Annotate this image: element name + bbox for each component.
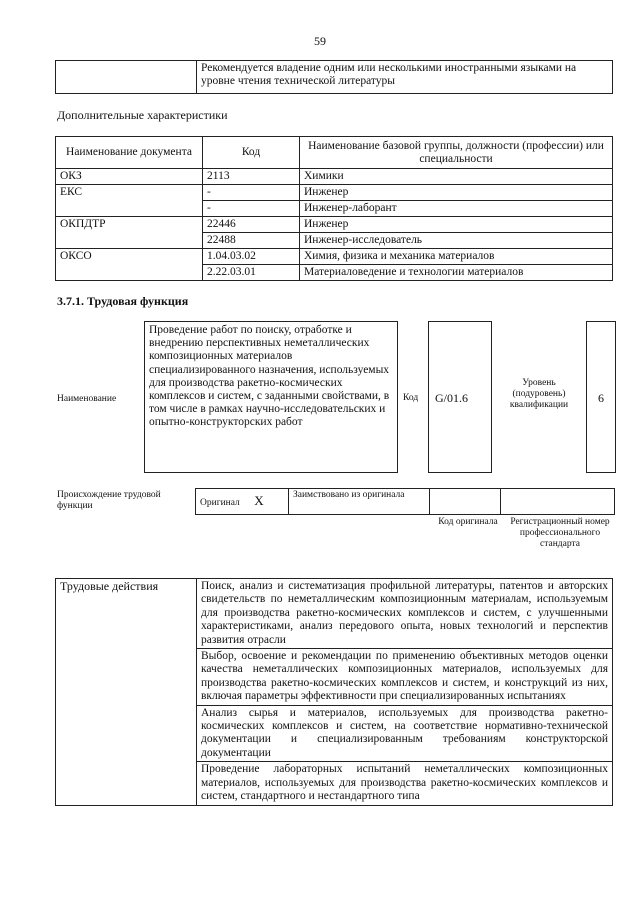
additional-title: Дополнительные характеристики xyxy=(57,108,228,122)
table-row xyxy=(56,249,613,265)
cell-name: Инженер-исследователь xyxy=(300,233,613,249)
code-original-caption: Код оригинала xyxy=(438,517,498,527)
cell-doc: ЕКС xyxy=(56,185,203,201)
action-row xyxy=(56,705,613,762)
table-row xyxy=(56,233,613,249)
code-label: Код xyxy=(403,393,419,403)
cell-name: Инженер xyxy=(300,185,613,201)
page-number: 59 xyxy=(314,34,326,48)
cell-code: 22446 xyxy=(203,217,300,233)
code-value: G/01.6 xyxy=(435,391,468,405)
code-box xyxy=(428,321,492,473)
cell-doc xyxy=(56,265,203,281)
table-row xyxy=(56,185,613,201)
code-original-cell xyxy=(430,489,501,515)
original-mark: X xyxy=(254,492,264,508)
language-requirement-text: Рекомендуется владение одним или несколькими иностранными языками на уровне чтения технической литературы xyxy=(197,61,613,94)
language-requirement-table xyxy=(55,60,613,94)
level-value: 6 xyxy=(598,391,604,405)
cell-code: 1.04.03.02 xyxy=(203,249,300,265)
function-name-text: Проведение работ по поиску, отработке и внедрению перспективных неметаллических композиционных материалов специализированного назначения, используемых для производства ракетно-космических комплексов и систем, с заданными свойствами, в том числе в рамках научно-исследовательских и опытно-конструкторских работ xyxy=(149,324,390,429)
table-row xyxy=(56,169,613,185)
cell-name: Инженер-лаборант xyxy=(300,201,613,217)
cell-doc: ОКЗ xyxy=(56,169,203,185)
table-row xyxy=(56,265,613,281)
action-text: Выбор, освоение и рекомендации по применению объективных методов оценки качества неметаллических композиционных материалов, используемых для производства ракетно-космических комплексов и систем, и конструкций из них, включая параметры эффективности при специализированных испытаниях xyxy=(197,649,613,706)
cell-name: Инженер xyxy=(300,217,613,233)
table-row xyxy=(56,201,613,217)
original-cell xyxy=(196,489,289,515)
function-title: 3.7.1. Трудовая функция xyxy=(57,294,189,308)
actions-label-cell: Трудовые действия xyxy=(56,579,197,649)
header-code: Код xyxy=(203,137,300,169)
cell-doc: ОКСО xyxy=(56,249,203,265)
labor-actions-table xyxy=(55,578,613,806)
level-label: Уровень (подуровень) квалификации xyxy=(509,378,569,410)
empty-cell xyxy=(56,61,197,94)
cell-name: Материаловедение и технологии материалов xyxy=(300,265,613,281)
reg-number-cell xyxy=(501,489,615,515)
cell-name: Химия, физика и механика материалов xyxy=(300,249,613,265)
cell-code: - xyxy=(203,201,300,217)
action-row xyxy=(56,579,613,649)
original-label: Оригинал xyxy=(200,497,240,508)
action-text: Проведение лабораторных испытаний неметаллических композиционных материалов, используемых для производства ракетно-космических комплексов и систем, стандартного и нестандартного типа xyxy=(197,762,613,805)
table-row xyxy=(56,217,613,233)
action-row xyxy=(56,649,613,706)
actions-label-cell xyxy=(56,649,197,706)
cell-code: 2.22.03.01 xyxy=(203,265,300,281)
cell-doc: ОКПДТР xyxy=(56,217,203,233)
cell-code: 22488 xyxy=(203,233,300,249)
name-label: Наименование xyxy=(57,394,117,404)
level-box xyxy=(586,321,616,473)
cell-code: 2113 xyxy=(203,169,300,185)
action-row xyxy=(56,762,613,805)
cell-code: - xyxy=(203,185,300,201)
actions-label-cell xyxy=(56,705,197,762)
header-name: Наименование базовой группы, должности (профессии) или специальности xyxy=(300,137,613,169)
borrowed-cell: Заимствовано из оригинала xyxy=(289,489,430,515)
action-text: Анализ сырья и материалов, используемых для производства ракетно-космических комплексов и систем, на соответствие нормативно-технической документации и специализированным требованиям конструкторской документации xyxy=(197,705,613,762)
origin-table xyxy=(195,488,615,515)
cell-doc xyxy=(56,201,203,217)
function-name-box xyxy=(144,321,398,473)
additional-characteristics-table xyxy=(55,136,613,281)
cell-name: Химики xyxy=(300,169,613,185)
actions-label-cell xyxy=(56,762,197,805)
origin-label: Происхождение трудовой функции xyxy=(57,490,161,511)
cell-doc xyxy=(56,233,203,249)
header-doc: Наименование документа xyxy=(56,137,203,169)
reg-number-caption: Регистрационный номер профессионального стандарта xyxy=(510,517,610,549)
action-text: Поиск, анализ и систематизация профильной литературы, патентов и авторских свидетельств по неметаллическим композиционным материалам, используемым для производства ракетно-космических комплексов и систем, с улучшенными характеристиками, анализ передового опыта, новых технологий и перспектив развития отрасли xyxy=(197,579,613,649)
